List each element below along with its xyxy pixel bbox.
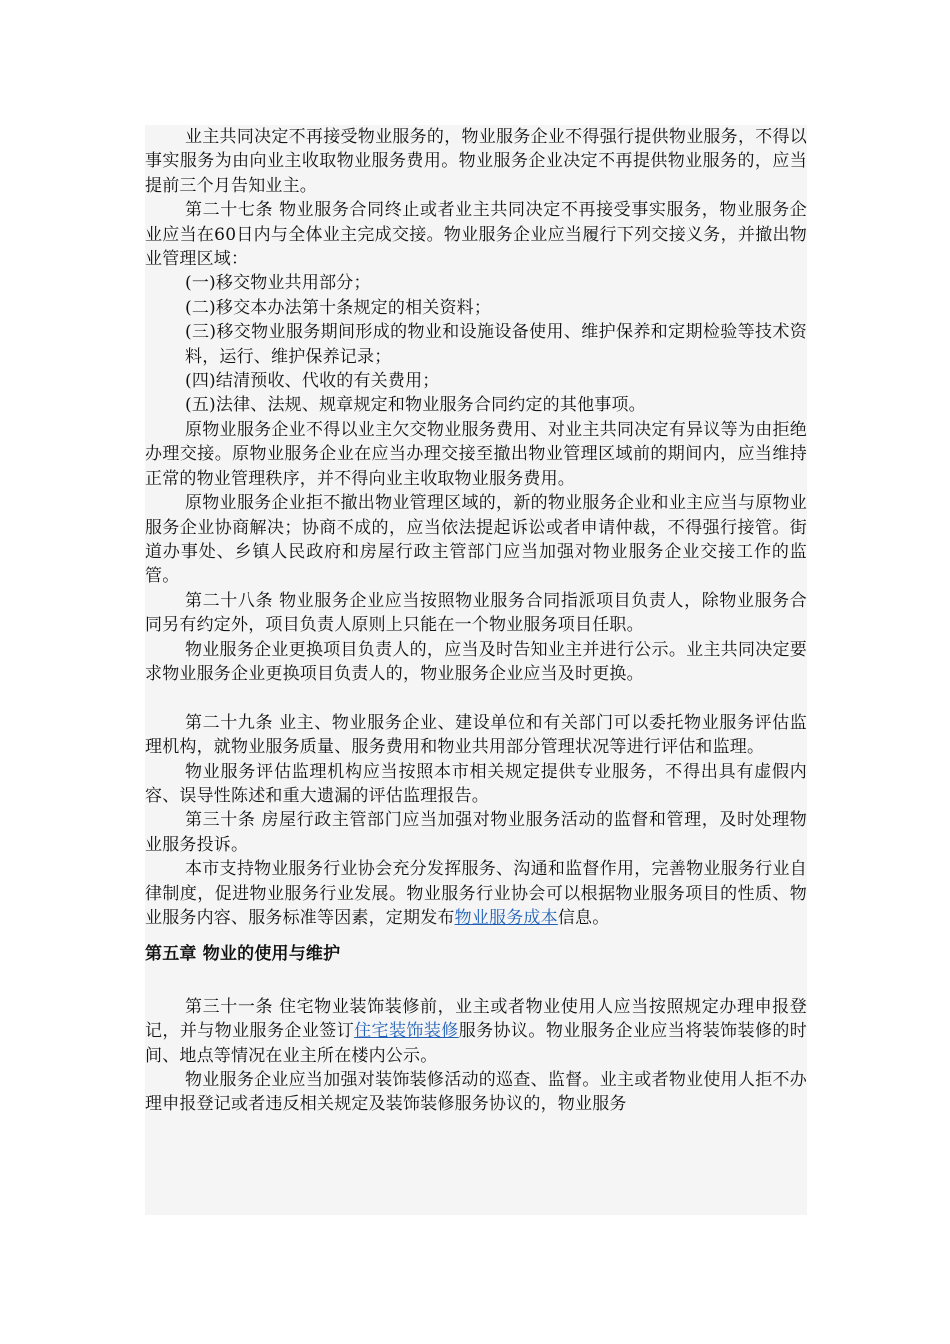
list-item: (一)移交物业共用部分； [185,273,371,294]
blank-line [145,686,807,710]
article-29: 第二十九条 业主、物业服务企业、建设单位和有关部门可以委托物业服务评估监理机构，就物业服务质量、服务费用和物业共用部分管理状况等进行评估和监理。 [145,712,807,758]
list-item: (五)法律、法规、规章规定和物业服务合同约定的其他事项。 [185,395,646,416]
list-item: (四)结清预收、代收的有关费用； [185,371,440,392]
paragraph: 物业服务企业更换项目负责人的，应当及时告知业主并进行公示。业主共同决定要求物业服务企业更换项目负责人的，物业服务企业应当及时更换。 [145,639,807,684]
paragraph: 原物业服务企业拒不撤出物业管理区域的，新的物业服务企业和业主应当与原物业服务企业协商解决；协商不成的，应当依法提起诉讼或者申请仲裁，不得强行接管。街道办事处、乡镇人民政府和房屋行政主管部门应当加强对物业服务企业交接工作的监管。 [145,493,807,587]
paragraph-text: 本市支持物业服务行业协会充分发挥服务、沟通和监督作用，完善物业服务行业自律制度，促进物业服务行业发展。物业服务行业协会可以根据物业服务项目的性质、物业服务内容、服务标准等因素，定期发布 [145,859,807,928]
paragraph-text: 第三十一条 住宅物业装饰装修前，业主或者物业使用人应当按照规定办理申报登记，并与物业服务企业签订 [145,996,807,1042]
document-body [145,125,807,1215]
paragraph [145,857,807,930]
article-27: 第二十七条 物业服务合同终止或者业主共同决定不再接受事实服务，物业服务企业应当在60日内与全体业主完成交接。物业服务企业应当履行下列交接义务，并撤出物业管理区域： [145,200,807,270]
paragraph-text: 服务协议。物业服务企业应当将装饰装修的时间、地点等情况在业主所在楼内公示。 [145,1021,807,1066]
home-decoration-link[interactable]: 住宅装饰装修 [354,1021,459,1042]
paragraph: 物业服务评估监理机构应当按照本市相关规定提供专业服务，不得出具有虚假内容、误导性陈述和重大遗漏的评估监理报告。 [145,761,807,806]
list-item: (三)移交物业服务期间形成的物业和设施设备使用、维护保养和定期检验等技术资料，运行、维护保养记录； [185,322,807,367]
paragraph: 物业服务企业应当加强对装饰装修活动的巡查、监督。业主或者物业使用人拒不办理申报登记或者违反相关规定及装饰装修服务协议的，物业服务 [145,1070,807,1115]
list-item: (二)移交本办法第十条规定的相关资料； [185,297,492,318]
paragraph: 原物业服务企业不得以业主欠交物业服务费用、对业主共同决定有异议等为由拒绝办理交接。原物业服务企业在应当办理交接至撤出物业管理区域前的期间内，应当维持正常的物业管理秩序，并不得向业主收取物业服务费用。 [145,419,807,489]
article-28: 第二十八条 物业服务企业应当按照物业服务合同指派项目负责人，除物业服务合同另有约定外，项目负责人原则上只能在一个物业服务项目任职。 [145,590,807,636]
property-service-cost-link[interactable]: 物业服务成本 [454,907,558,928]
article-30: 第三十条 房屋行政主管部门应当加强对物业服务活动的监督和管理，及时处理物业服务投诉。 [145,810,807,855]
chapter-heading: 第五章 物业的使用与维护 [145,944,341,965]
paragraph: 业主共同决定不再接受物业服务的，物业服务企业不得强行提供物业服务，不得以事实服务为由向业主收取物业服务费用。物业服务企业决定不再提供物业服务的，应当提前三个月告知业主。 [145,127,807,196]
paragraph-text: 信息。 [557,907,610,928]
article-31 [145,995,807,1068]
